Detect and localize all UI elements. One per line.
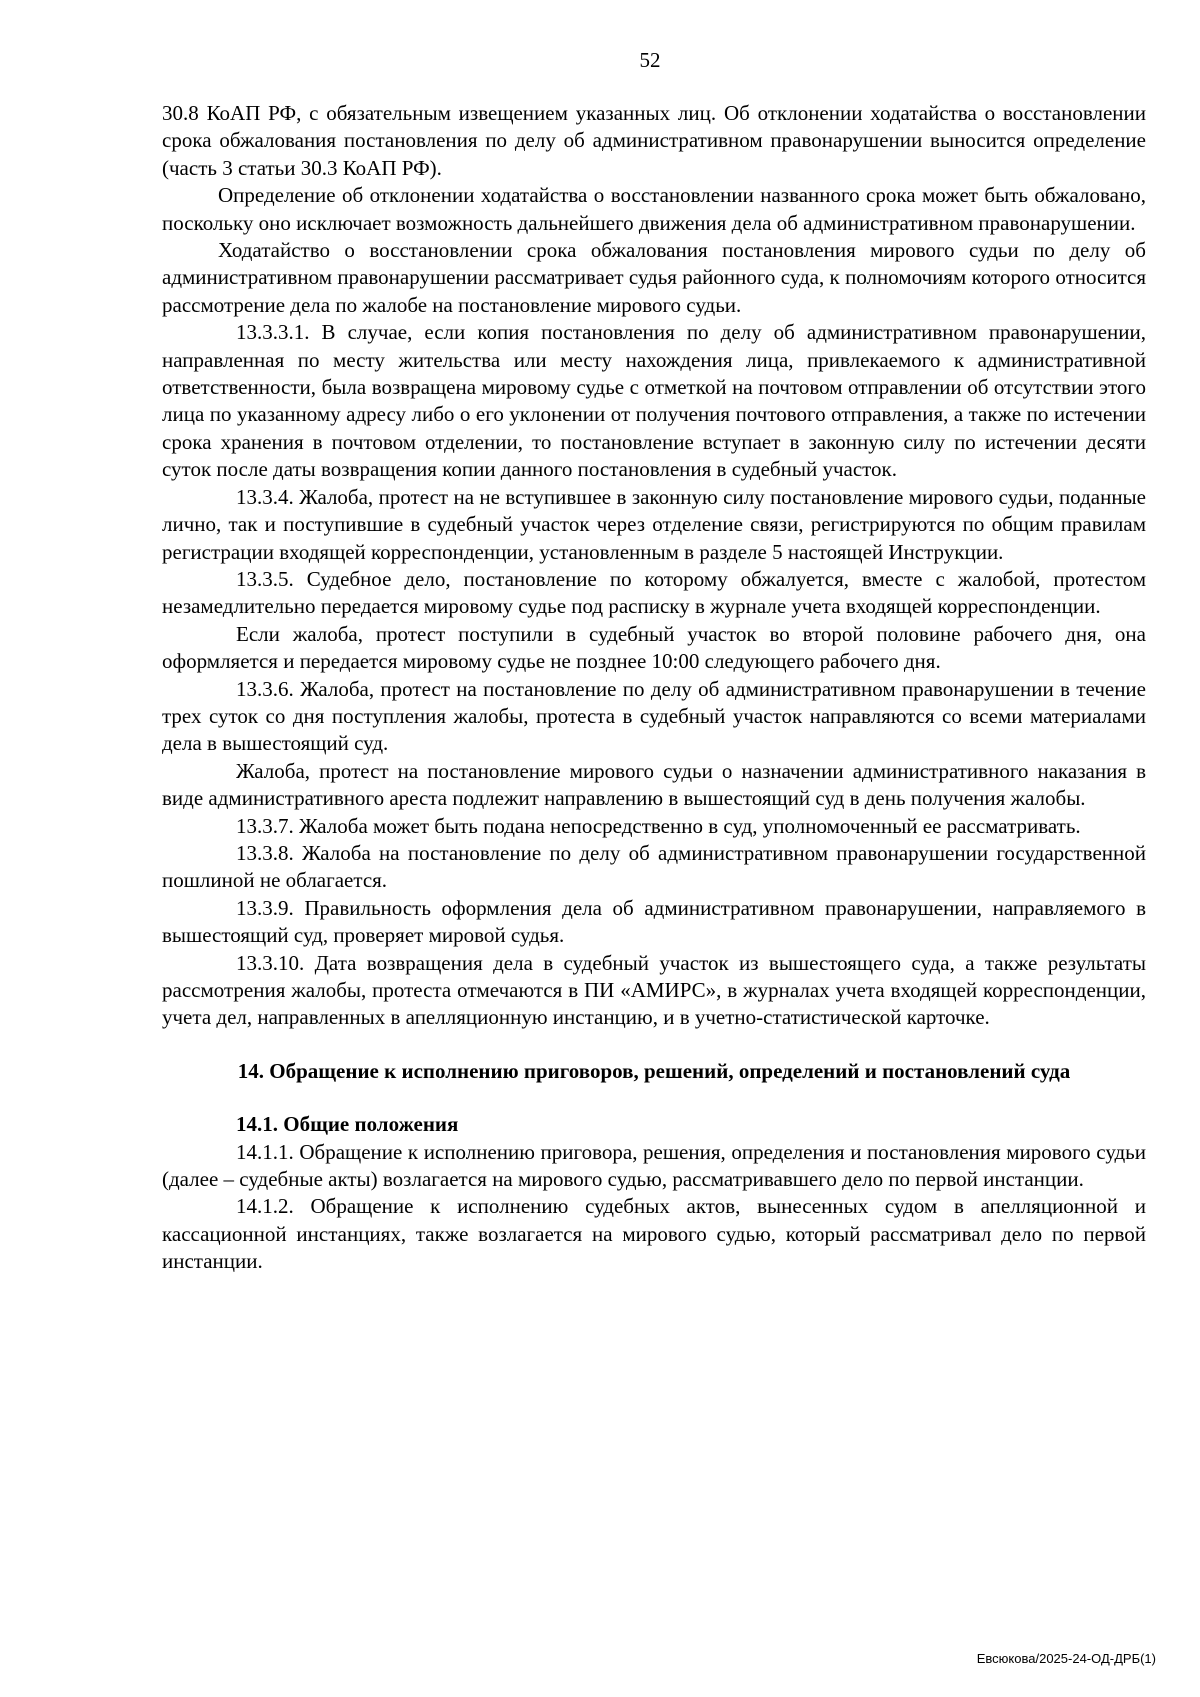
subsection-heading-14-1: 14.1. Общие положения (236, 1112, 459, 1137)
clause-13-3-10: 13.3.10. Дата возвращения дела в судебный участок из вышестоящего суда, а также результаты рассмотрения жалобы, протеста отмечаются в ПИ «АМИРС», в журналах учета входящей корреспонденции, учета дел, направленных в апелляционную инстанцию, и в учетно-статистической карточке. (162, 950, 1146, 1030)
clause-13-3-7: 13.3.7. Жалоба может быть подана непосредственно в суд, уполномоченный ее рассматривать. (236, 813, 1081, 838)
clause-13-3-6: 13.3.6. Жалоба, протест на постановление по делу об административном правонарушении в течение трех суток со дня поступления жалобы, протеста в судебный участок направляются со всеми материалами дела в вышестоящий суд. (162, 676, 1146, 756)
document-body (162, 100, 1146, 1276)
clause-13-3-3-1: 13.3.3.1. В случае, если копия постановления по делу об административном правонарушении, направленная по месту жительства или месту нахождения лица, привлекаемого к административной ответственности, была возвращена мировому судье с отметкой на почтовом отправлении об отсутствии этого лица по указанному адресу либо о его уклонении от получения почтового отправления, а также по истечении срока хранения в почтовом отделении, то постановление вступает в законную силу по истечении десяти суток после даты возвращения копии данного постановления в судебный участок. (162, 320, 1146, 482)
section-heading-14: 14. Обращение к исполнению приговоров, решений, определений и постановлений суда (237, 1058, 1071, 1083)
clause-13-3-9: 13.3.9. Правильность оформления дела об административном правонарушении, направляемого в вышестоящий суд, проверяет мировой судья. (162, 895, 1146, 948)
footer-document-code: Евсюкова/2025-24-ОД-ДРБ(1) (976, 1651, 1156, 1666)
page-number: 52 (639, 48, 661, 72)
paragraph: Жалоба, протест на постановление мирового судьи о назначении административного наказания в виде административного ареста подлежит направлению в вышестоящий суд в день получения жалобы. (162, 758, 1146, 811)
clause-13-3-5: 13.3.5. Судебное дело, постановление по которому обжалуется, вместе с жалобой, протестом незамедлительно передается мировому судье под расписку в журнале учета входящей корреспонденции. (162, 566, 1146, 619)
clause-14-1-1: 14.1.1. Обращение к исполнению приговора, решения, определения и постановления мирового судьи (далее – судебные акты) возлагается на мирового судью, рассматривавшего дело по первой инстанции. (162, 1139, 1146, 1192)
paragraph: Если жалоба, протест поступили в судебный участок во второй половине рабочего дня, она оформляется и передается мировому судье не позднее 10:00 следующего рабочего дня. (162, 621, 1146, 674)
paragraph: Определение об отклонении ходатайства о восстановлении названного срока может быть обжаловано, поскольку оно исключает возможность дальнейшего движения дела об административном правонарушении. (162, 183, 1146, 235)
paragraph: Ходатайство о восстановлении срока обжалования постановления мирового судьи по делу об административном правонарушении рассматривает судья районного суда, к полномочиям которого относится рассмотрение дела по жалобе на постановление мирового судьи. (162, 238, 1146, 317)
paragraph-continuation: 30.8 КоАП РФ, с обязательным извещением указанных лиц. Об отклонении ходатайства о восстановлении срока обжалования постановления по делу об административном правонарушении выносится определение (часть 3 статьи 30.3 КоАП РФ). (162, 101, 1146, 180)
clause-13-3-8: 13.3.8. Жалоба на постановление по делу об административном правонарушении государственной пошлиной не облагается. (162, 840, 1146, 893)
clause-14-1-2: 14.1.2. Обращение к исполнению судебных актов, вынесенных судом в апелляционной и кассационной инстанциях, также возлагается на мирового судью, который рассматривал дело по первой инстанции. (162, 1194, 1146, 1274)
clause-13-3-4: 13.3.4. Жалоба, протест на не вступившее в законную силу постановление мирового судьи, поданные лично, так и поступившие в судебный участок через отделение связи, регистрируются по общим правилам регистрации входящей корреспонденции, установленным в разделе 5 настоящей Инструкции. (162, 484, 1146, 564)
